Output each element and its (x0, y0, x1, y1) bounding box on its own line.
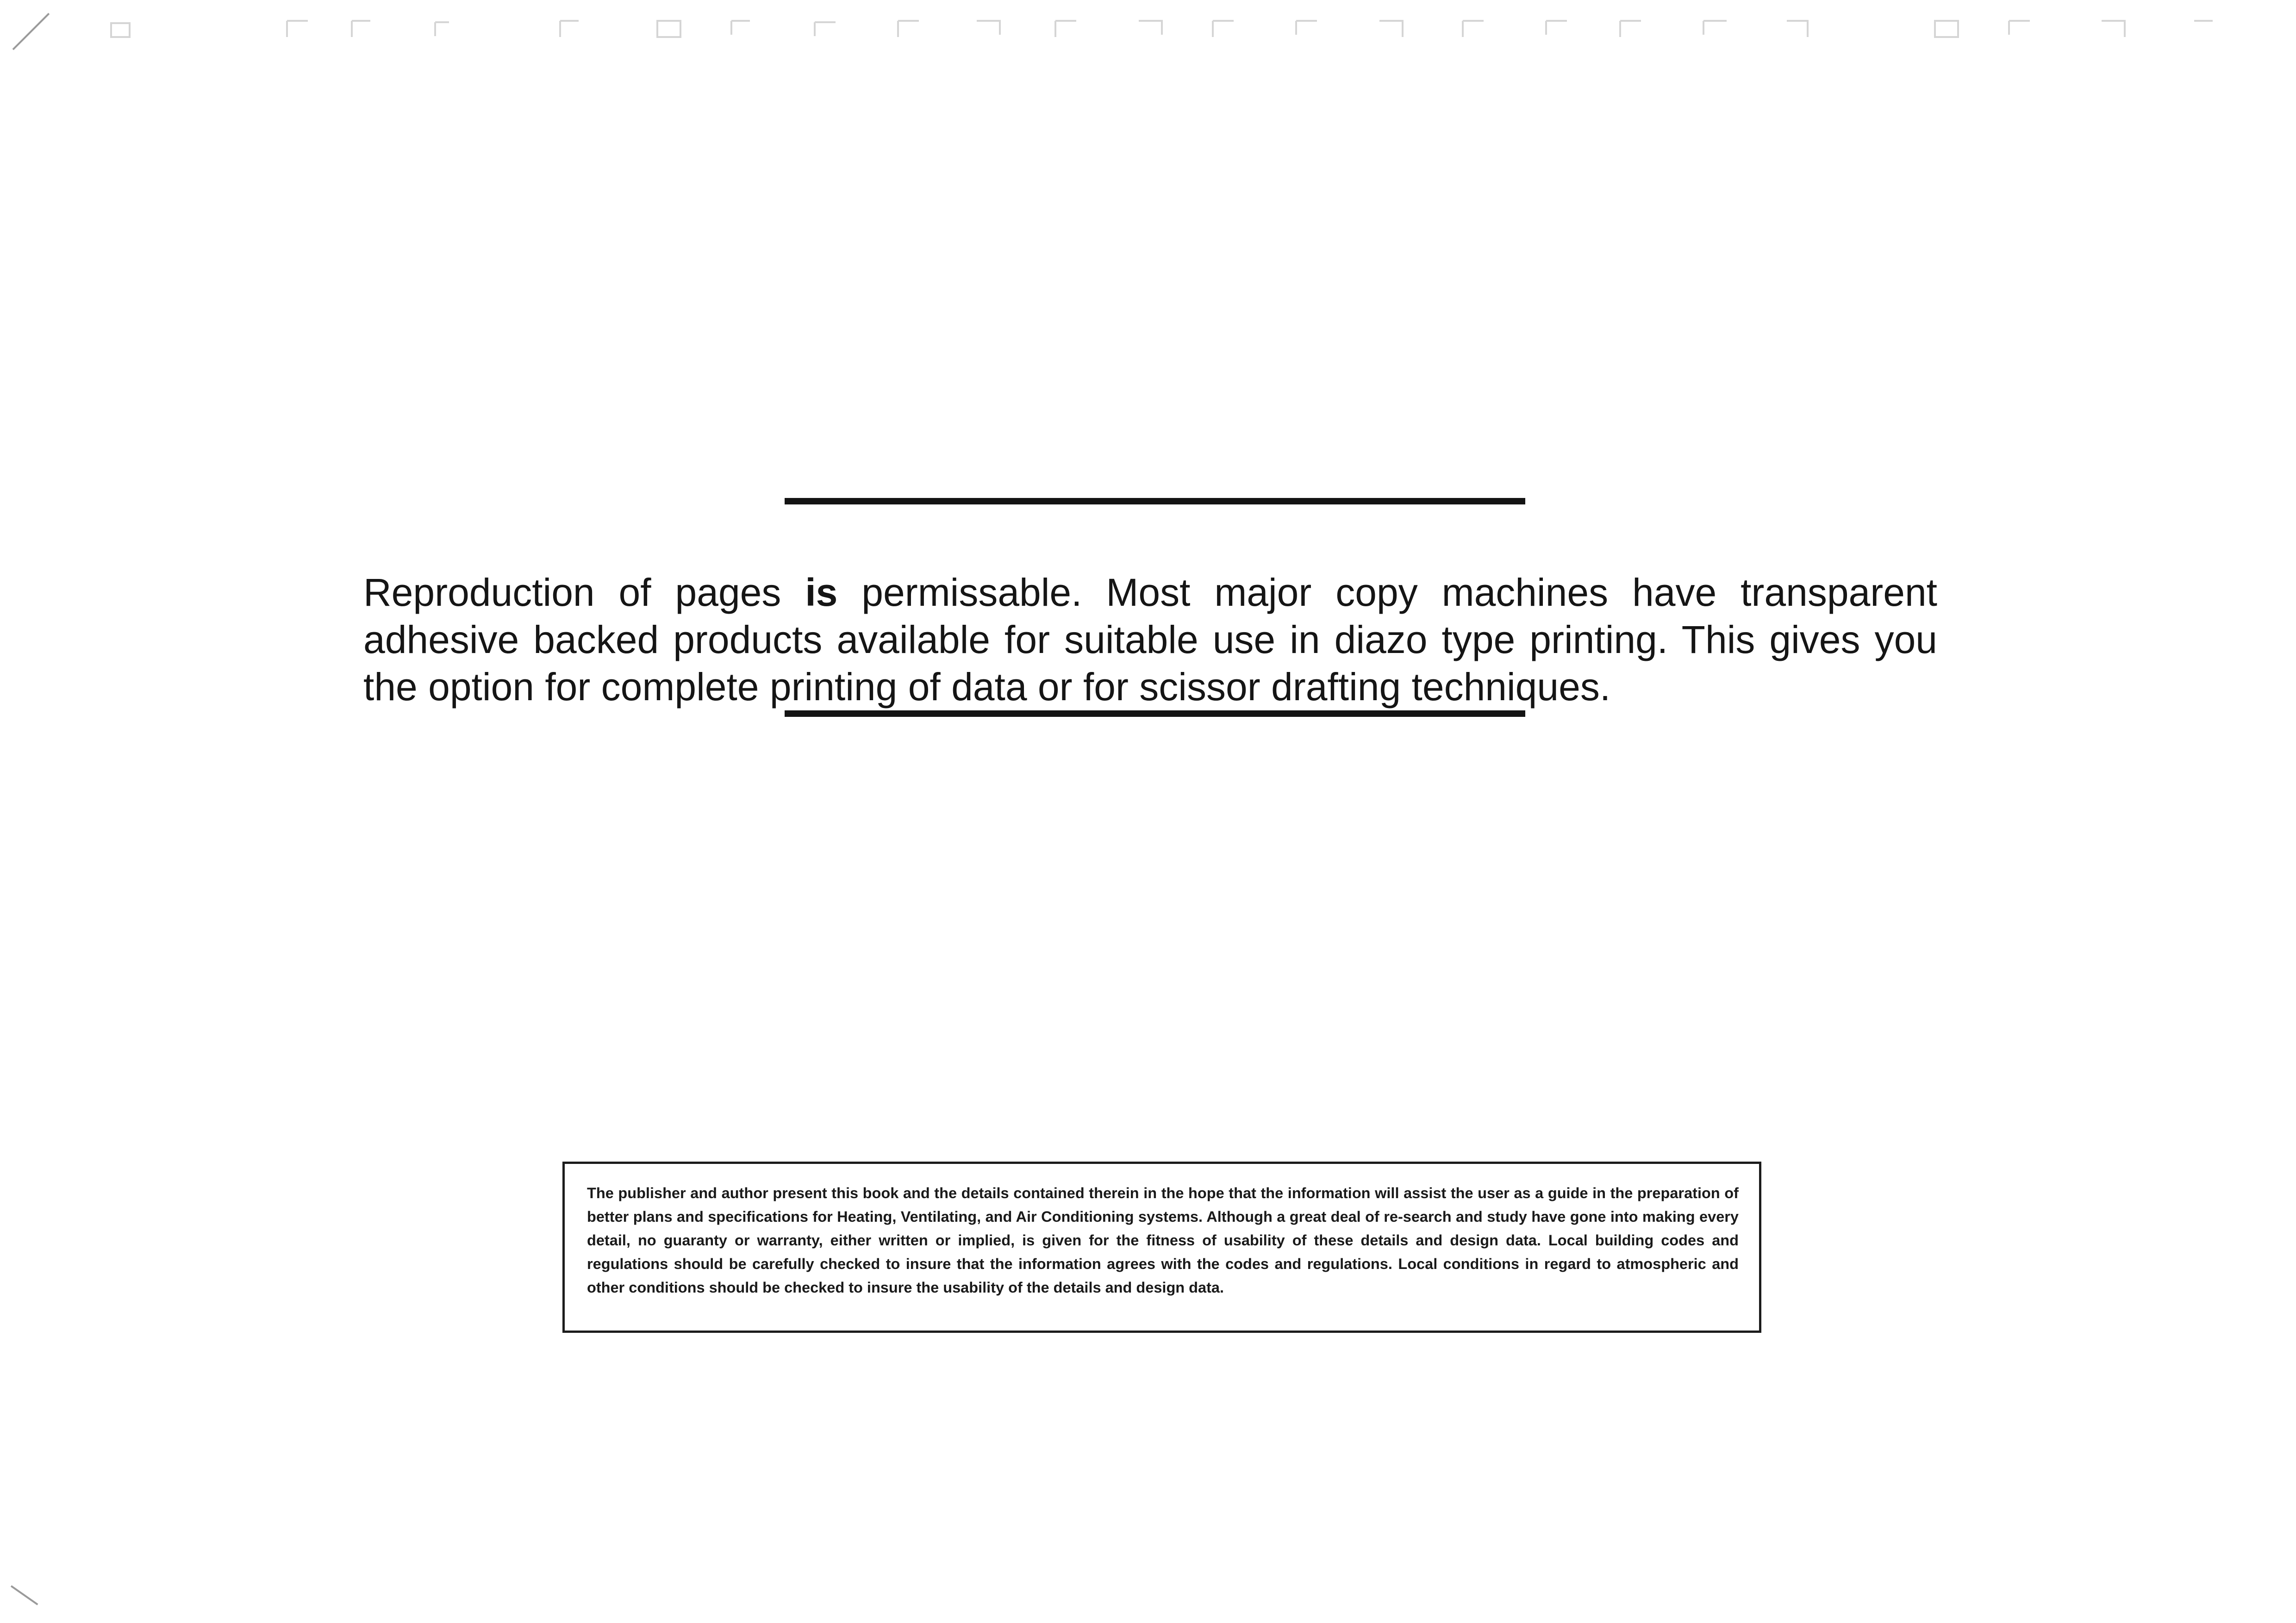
notice-text-end: permissable. Most major copy machines have transparent adhesive backed products available for suitable use in diazo type printing. This gives you the option for complete printing of data or for scissor drafting techniques. (363, 571, 1937, 709)
disclaimer-text: The publisher and author present this book and the details contained therein in the hope that the information will assist the user as a guide in the preparation of better plans and specifications for Heating, Ventilating, and Air Conditioning systems. Although a great deal of re-search and study have gone into making every detail, no guaranty or warranty, either written or implied, is given for the fitness of usability of these details and design data. Local building codes and regulations should be carefully checked to insure that the information agrees with the codes and regulations. Local conditions in regard to atmospheric and other conditions should be checked to insure the usability of the details and design data. (587, 1185, 1739, 1296)
disclaimer-box (562, 1162, 1761, 1333)
scan-corner-mark (11, 1585, 38, 1605)
bottom-divider-rule (785, 710, 1525, 717)
top-divider-rule (785, 498, 1525, 504)
scan-artifacts (28, 14, 2231, 46)
notice-text-start: Reproduction of pages (363, 571, 805, 614)
notice-emphasis: is (805, 571, 838, 614)
reproduction-notice (363, 569, 1937, 710)
